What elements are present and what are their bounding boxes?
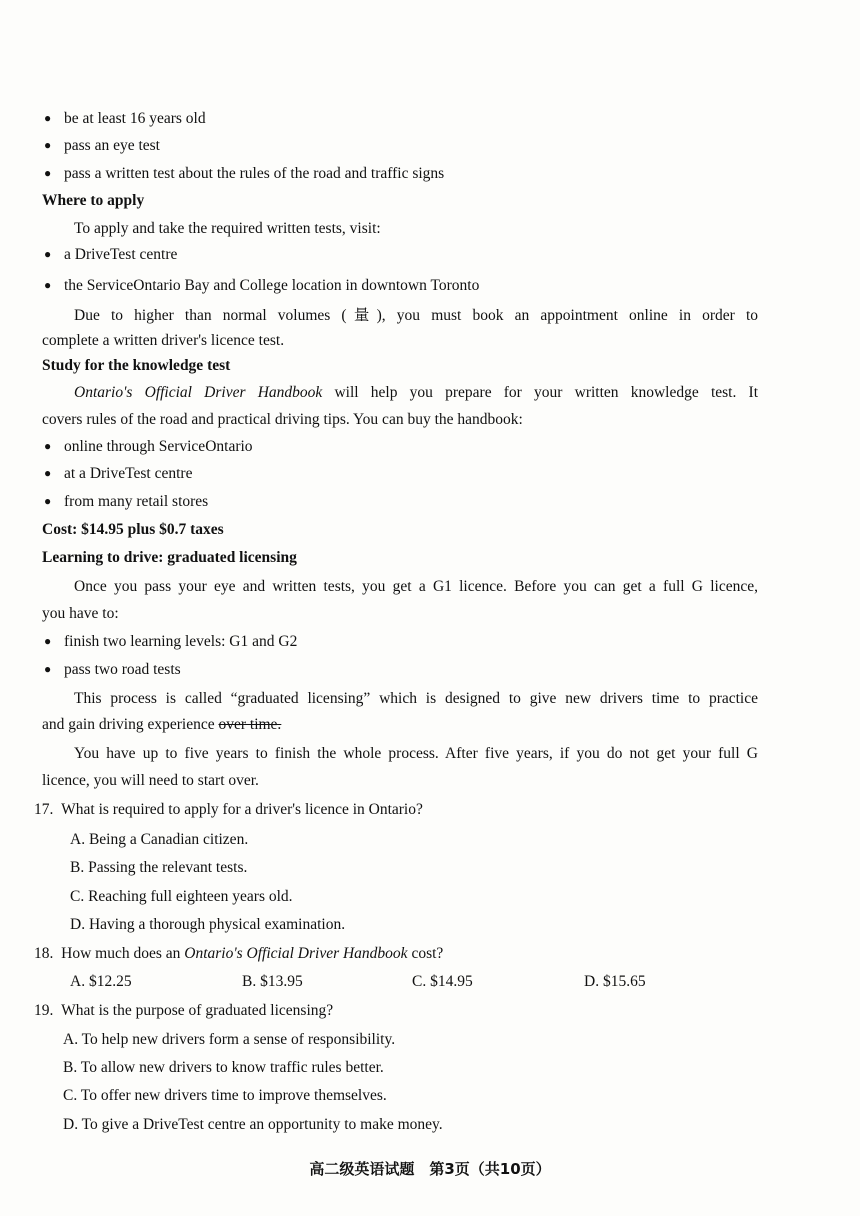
q17-option-c: C. Reaching full eighteen years old. (70, 888, 293, 905)
page-footer: 高二级英语试题 第3页（共10页） (309, 1160, 551, 1178)
study-paragraph-line2: covers rules of the road and practical driving tips. You can buy the handbook: (42, 411, 523, 428)
buy-drivetest: ● at a DriveTest centre (44, 464, 192, 484)
learning-road-tests: ● pass two road tests (44, 660, 181, 680)
question-18: 18. How much does an Ontario's Official Driver Handbook cost? (34, 945, 444, 962)
learning-paragraph3-line2: licence, you will need to start over. (42, 772, 259, 789)
apply-intro: To apply and take the required written tests, visit: (74, 220, 381, 237)
learning-levels: ● finish two learning levels: G1 and G2 (44, 632, 297, 652)
apply-location-serviceontario: ● the ServiceOntario Bay and College location in downtown Toronto (44, 276, 479, 296)
requirement-eye-test: ● pass an eye test (44, 136, 160, 156)
struck-text: over time. (218, 716, 282, 733)
q18-option-a: A. $12.25 (70, 973, 132, 990)
q19-option-a: A. To help new drivers form a sense of responsibility. (63, 1031, 396, 1048)
q18-option-b: B. $13.95 (242, 973, 303, 990)
handbook-title: Ontario's Official Driver Handbook (184, 945, 408, 962)
question-text: What is the purpose of graduated licensing? (61, 1002, 334, 1019)
heading-study: Study for the knowledge test (42, 357, 231, 374)
apply-location-drivetest: ● a DriveTest centre (44, 245, 177, 265)
question-17 (34, 800, 423, 820)
q19-option-b: B. To allow new drivers to know traffic rules better. (63, 1059, 384, 1076)
q19-option-c: C. To offer new drivers time to improve themselves. (63, 1087, 387, 1104)
learning-paragraph2-line2: and gain driving experience over time. (42, 716, 282, 733)
q18-option-c: C. $14.95 (412, 973, 473, 990)
learning-paragraph3-line1: You have up to five years to finish the whole process. After five years, if you do not get your full G (74, 745, 758, 762)
heading-where-to-apply: Where to apply (42, 192, 145, 209)
q18-option-d: D. $15.65 (584, 973, 646, 990)
apply-paragraph-line1: Due to higher than normal volumes (量), you must book an appointment online in order to (74, 307, 758, 324)
learning-paragraph1-line1: Once you pass your eye and written tests, you get a G1 licence. Before you can get a full G licence, (74, 578, 758, 595)
q17-option-a: A. Being a Canadian citizen. (70, 831, 249, 848)
q19-option-d: D. To give a DriveTest centre an opportunity to make money. (63, 1116, 443, 1133)
q18-options (0, 972, 860, 992)
learning-paragraph2-line1: This process is called “graduated licensing” which is designed to give new drivers time to practice (74, 690, 758, 707)
q17-option-b: B. Passing the relevant tests. (70, 859, 248, 876)
question-19 (34, 1001, 333, 1021)
heading-learning: Learning to drive: graduated licensing (42, 549, 297, 566)
question-number: 19. (34, 1002, 54, 1019)
question-number: 17. (34, 801, 54, 818)
q17-option-d: D. Having a thorough physical examination. (70, 916, 346, 933)
buy-online: ● online through ServiceOntario (44, 437, 253, 457)
handbook-title: Ontario's Official Driver Handbook (74, 384, 323, 401)
question-text: What is required to apply for a driver's licence in Ontario? (61, 801, 423, 818)
study-paragraph-line1: Ontario's Official Driver Handbook will help you prepare for your written knowledge test. It (74, 384, 759, 401)
handbook-cost: Cost: $14.95 plus $0.7 taxes (42, 521, 224, 538)
buy-retail: ● from many retail stores (44, 492, 208, 512)
learning-paragraph1-line2: you have to: (42, 605, 119, 622)
question-number: 18. (34, 945, 54, 962)
requirement-age: ● be at least 16 years old (44, 109, 206, 129)
requirement-written-test: ● pass a written test about the rules of the road and traffic signs (44, 164, 444, 184)
apply-paragraph-line2: complete a written driver's licence test. (42, 332, 285, 349)
